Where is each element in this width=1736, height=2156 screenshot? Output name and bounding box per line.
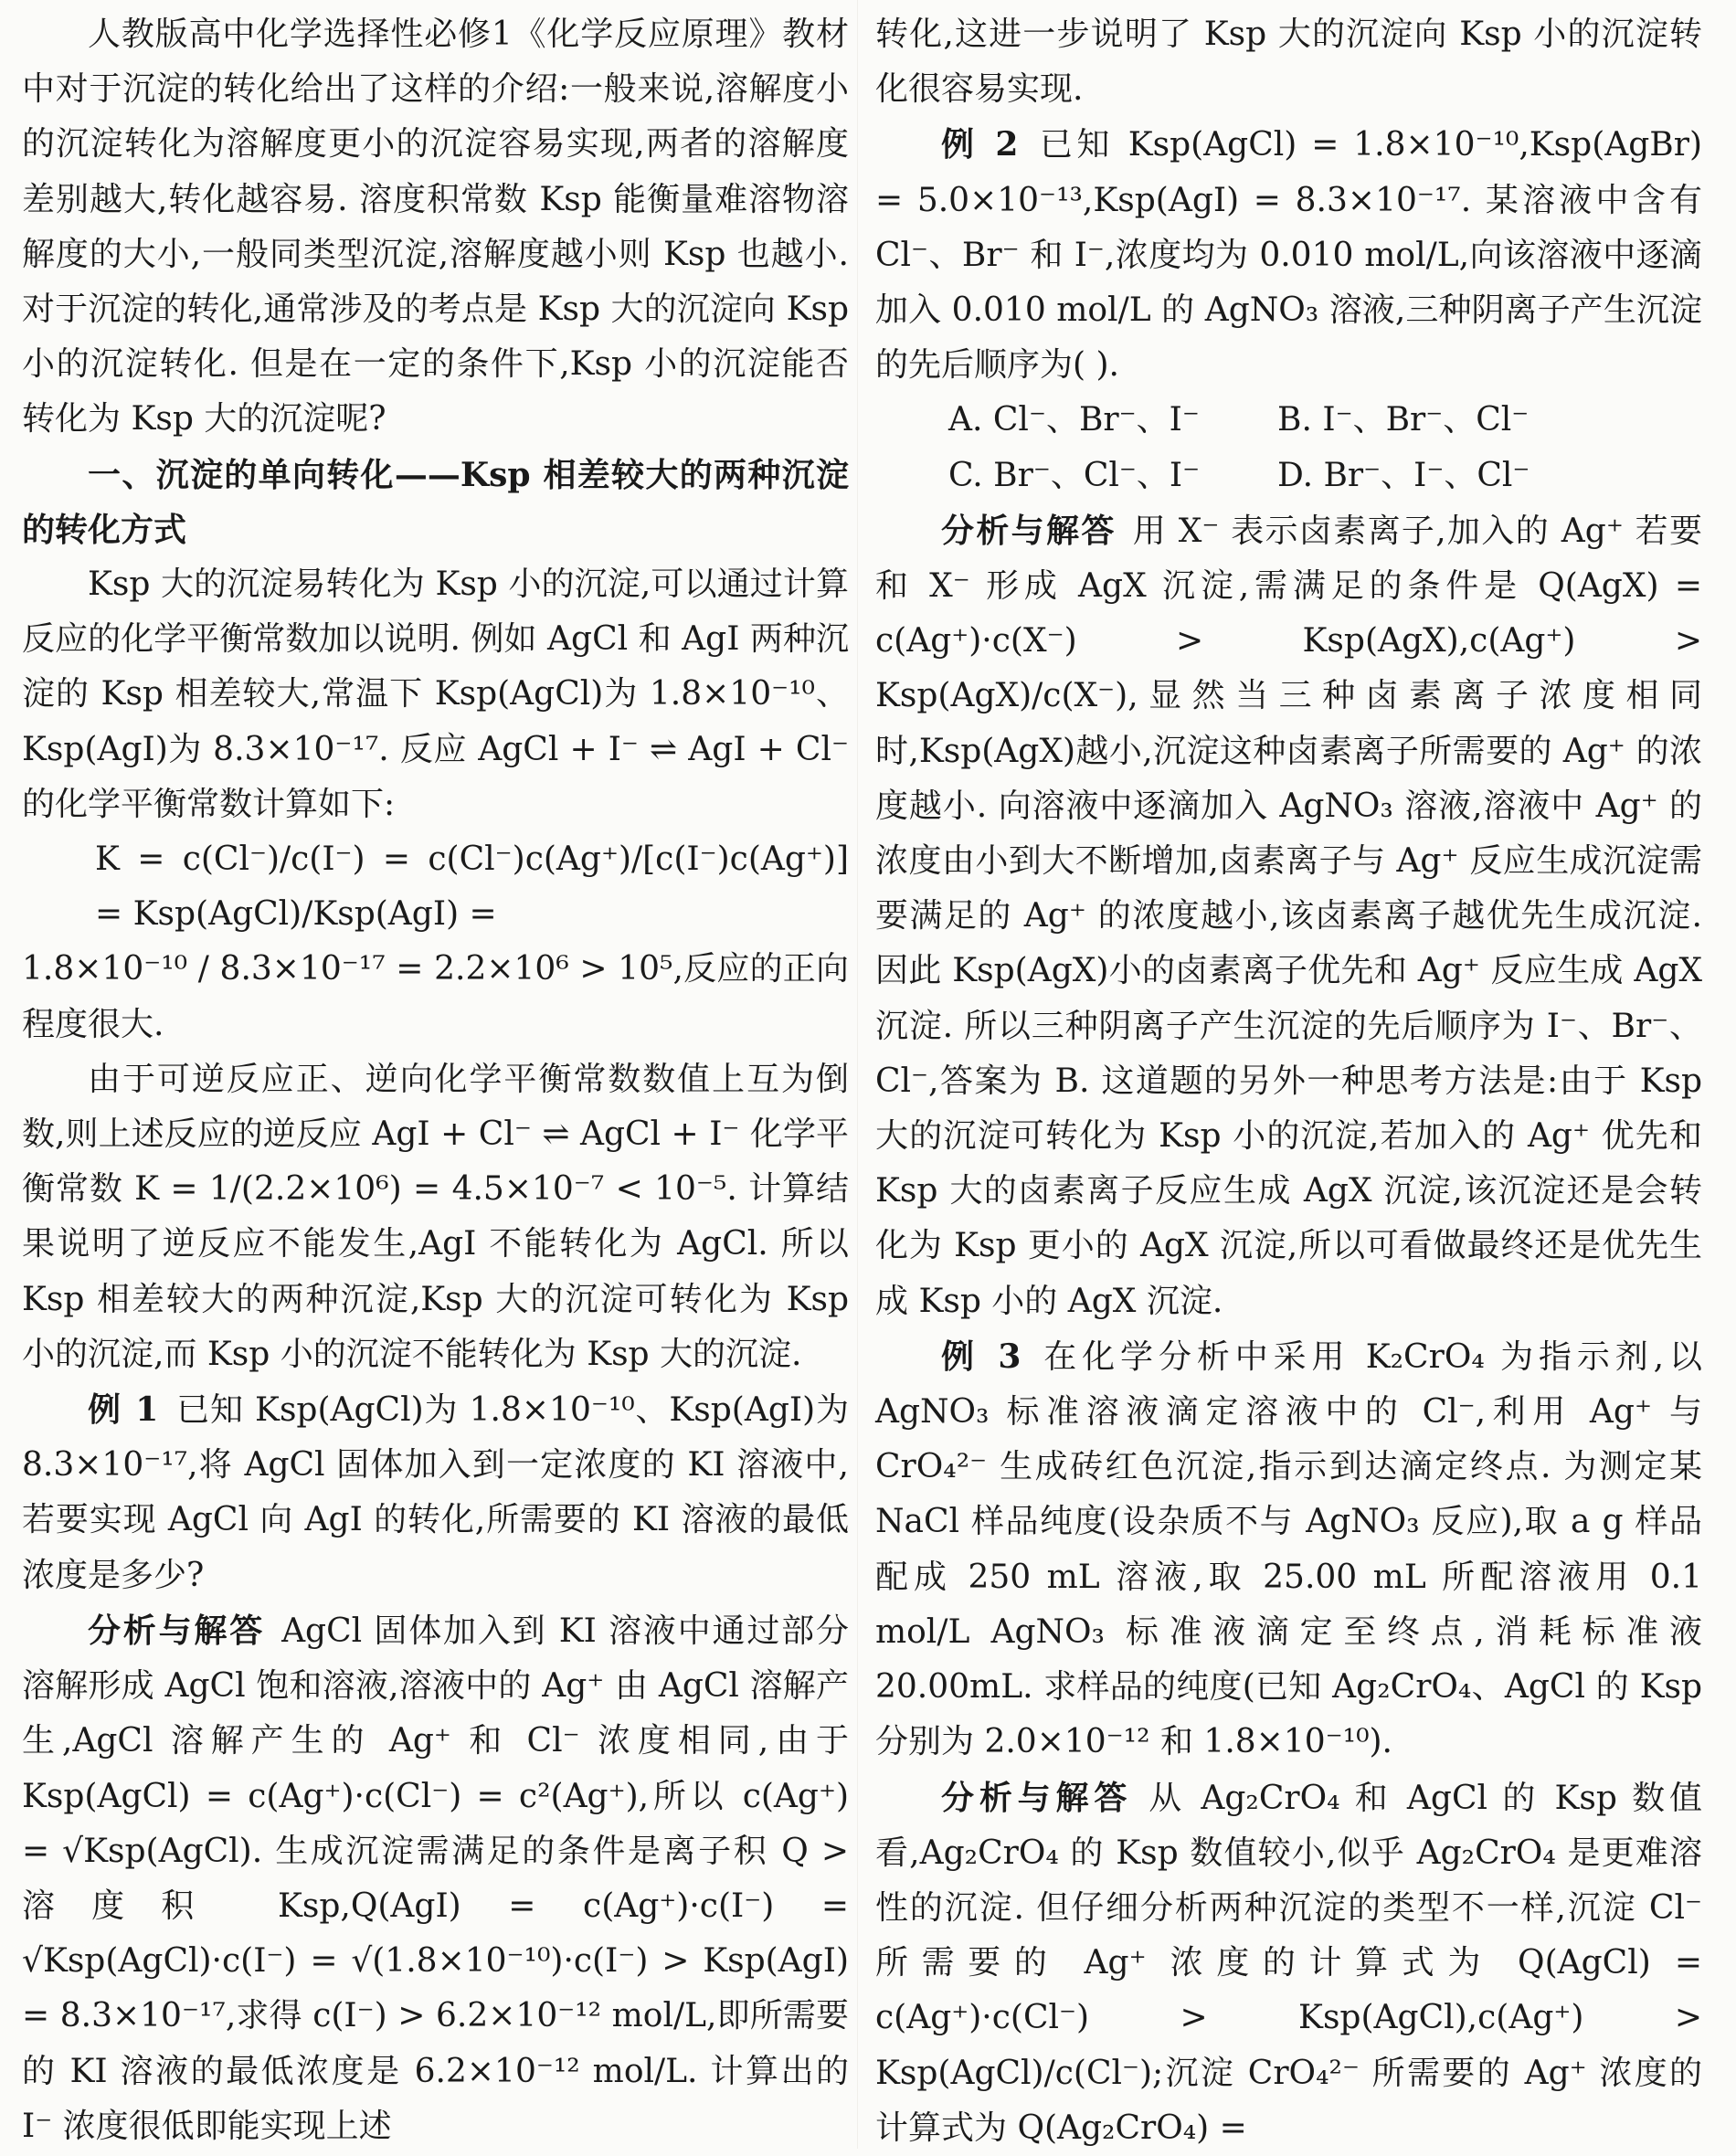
left-column [22,7,849,2154]
option-d: D. Br⁻、I⁻、Cl⁻ [1277,456,1530,494]
analysis-label: 分析与解答 [941,1778,1133,1817]
column-divider [857,0,858,2149]
example-label: 例 2 [941,125,1020,164]
example-text: 已知 Ksp(AgCl) = 1.8×10⁻¹⁰,Ksp(AgBr) = 5.0×10⁻¹³,Ksp(AgI) = 8.3×10⁻¹⁷. 某溶液中含有 Cl⁻、Br⁻ 和 I⁻,浓度均为 0.010 mol/L,向该溶液中逐滴加入 0.010 mol/L 的 AgNO₃ 溶液,三种阴离子产生沉淀的先后顺序为( ). [875,126,1702,385]
example-1 [22,1382,849,1603]
paragraph: 由于可逆反应正、逆向化学平衡常数数值上互为倒数,则上述反应的逆反应 AgI + Cl⁻ ⇌ AgCl + I⁻ 化学平衡常数 K = 1/(2.2×10⁶) = 4.5×10⁻⁷ < 10⁻⁵. 计算结果说明了逆反应不能发生,AgI 不能转化为 AgCl. 所以 Ksp 相差较大的两种沉淀,Ksp 大的沉淀可转化为 Ksp 小的沉淀,而 Ksp 小的沉淀不能转化为 Ksp 大的沉淀. [22,1060,849,1373]
analysis-label: 分析与解答 [941,511,1117,550]
analysis-text: 从 Ag₂CrO₄ 和 AgCl 的 Ksp 数值看,Ag₂CrO₄ 的 Ksp 数值较小,似乎 Ag₂CrO₄ 是更难溶性的沉淀. 但仔细分析两种沉淀的类型不一样,沉淀 Cl⁻ 所需要的 Ag⁺ 浓度的计算式为 Q(AgCl) = c(Ag⁺)·c(Cl⁻) > Ksp(AgCl),c(Ag⁺) > Ksp(AgCl)/c(Cl⁻);沉淀 CrO₄²⁻ 所需要的 Ag⁺ 浓度的计算式为 Q(Ag₂CrO₄) = [875,1779,1702,2147]
option-c: C. Br⁻、Cl⁻、I⁻ [948,456,1201,494]
answer-options [875,393,1702,502]
analysis-text: 用 X⁻ 表示卤素离子,加入的 Ag⁺ 若要和 X⁻ 形成 AgX 沉淀,需满足的条件是 Q(AgX) = c(Ag⁺)·c(X⁻) > Ksp(AgX),c(Ag⁺) > Ksp(AgX)/c(X⁻),显然当三种卤素离子浓度相同时,Ksp(AgX)越小,沉淀这种卤素离子所需要的 Ag⁺ 的浓度越小. 向溶液中逐滴加入 AgNO₃ 溶液,溶液中 Ag⁺ 的浓度由小到大不断增加,卤素离子与 Ag⁺ 反应生成沉淀需要满足的 Ag⁺ 的浓度越小,该卤素离子越优先生成沉淀. 因此 Ksp(AgX)小的卤素离子优先和 Ag⁺ 反应生成 AgX 沉淀. 所以三种阴离子产生沉淀的先后顺序为 I⁻、Br⁻、Cl⁻,答案为 B. 这道题的另外一种思考方法是:由于 Ksp 大的沉淀可转化为 Ksp 小的沉淀,若加入的 Ag⁺ 优先和 Ksp 大的卤素离子反应生成 AgX 沉淀,该沉淀还是会转化为 Ksp 更小的 AgX 沉淀,所以可看做最终还是优先生成 Ksp 小的 AgX 沉淀. [875,512,1702,1320]
example-2 [875,117,1702,393]
example-3 [875,1329,1702,1770]
example-label: 例 1 [88,1390,160,1430]
example-text: 在化学分析中采用 K₂CrO₄ 为指示剂,以 AgNO₃ 标准溶液滴定溶液中的 Cl⁻,利用 Ag⁺ 与 CrO₄²⁻ 生成砖红色沉淀,指示到达滴定终点. 为测定某 NaCl 样品纯度(设杂质不与 AgNO₃ 反应),取 a g 样品配成 250 mL 溶液,取 25.00 mL 所配溶液用 0.1 mol/L AgNO₃ 标准液滴定至终点,消耗标准液 20.00mL. 求样品的纯度(已知 Ag₂CrO₄、AgCl 的 Ksp 分别为 2.0×10⁻¹² 和 1.8×10⁻¹⁰). [875,1337,1702,1761]
equation-result: 1.8×10⁻¹⁰ / 8.3×10⁻¹⁷ = 2.2×10⁶ > 10⁵,反应的正向程度很大. [22,950,849,1043]
intro-paragraph: 人教版高中化学选择性必修1《化学反应原理》教材中对于沉淀的转化给出了这样的介绍:一般来说,溶解度小的沉淀转化为溶解度更小的沉淀容易实现,两者的溶解度差别越大,转化越容易. 溶度积常数 Ksp 能衡量难溶物溶解度的大小,一般同类型沉淀,溶解度越小则 Ksp 也越小. 对于沉淀的转化,通常涉及的考点是 Ksp 大的沉淀向 Ksp 小的沉淀转化. 但是在一定的条件下,Ksp 小的沉淀能否转化为 Ksp 大的沉淀呢? [22,16,849,439]
analysis-text: AgCl 固体加入到 KI 溶液中通过部分溶解形成 AgCl 饱和溶液,溶液中的 Ag⁺ 由 AgCl 溶解产生,AgCl 溶解产生的 Ag⁺ 和 Cl⁻ 浓度相同,由于 Ksp(AgCl) = c(Ag⁺)·c(Cl⁻) = c²(Ag⁺),所以 c(Ag⁺) = √Ksp(AgCl). 生成沉淀需满足的条件是离子积 Q > 溶度积 Ksp,Q(AgI) = c(Ag⁺)·c(I⁻) = √Ksp(AgCl)·c(I⁻) = √(1.8×10⁻¹⁰)·c(I⁻) > Ksp(AgI) = 8.3×10⁻¹⁷,求得 c(I⁻) > 6.2×10⁻¹² mol/L,即所需要的 KI 溶液的最低浓度是 6.2×10⁻¹² mol/L. 计算出的 I⁻ 浓度很低即能实现上述 [22,1612,849,2145]
right-column [875,7,1702,2156]
analysis-label: 分析与解答 [88,1611,266,1650]
analysis-1 [22,1603,849,2154]
option-b: B. I⁻、Br⁻、Cl⁻ [1277,401,1530,439]
example-label: 例 3 [941,1337,1022,1376]
continuation-paragraph: 转化,这进一步说明了 Ksp 大的沉淀向 Ksp 小的沉淀转化很容易实现. [875,16,1702,109]
option-a: A. Cl⁻、Br⁻、I⁻ [948,401,1200,439]
paragraph: Ksp 大的沉淀易转化为 Ksp 小的沉淀,可以通过计算反应的化学平衡常数加以说明. 例如 AgCl 和 AgI 两种沉淀的 Ksp 相差较大,常温下 Ksp(AgCl)为 1.8×10⁻¹⁰、Ksp(AgI)为 8.3×10⁻¹⁷. 反应 AgCl + I⁻ ⇌ AgI + Cl⁻ 的化学平衡常数计算如下: [22,565,849,823]
equation-k: K = c(Cl⁻)/c(I⁻) = c(Cl⁻)c(Ag⁺)/[c(I⁻)c(Ag⁺)] = Ksp(AgCl)/Ksp(AgI) = [95,840,849,934]
analysis-3 [875,1770,1702,2156]
example-text: 已知 Ksp(AgCl)为 1.8×10⁻¹⁰、Ksp(AgI)为 8.3×10⁻¹⁷,将 AgCl 固体加入到一定浓度的 KI 溶液中,若要实现 AgCl 向 AgI 的转化,所需要的 KI 溶液的最低浓度是多少? [22,1391,849,1594]
section-heading: 一、沉淀的单向转化——Ksp 相差较大的两种沉淀的转化方式 [22,455,849,549]
analysis-2 [875,503,1702,1329]
